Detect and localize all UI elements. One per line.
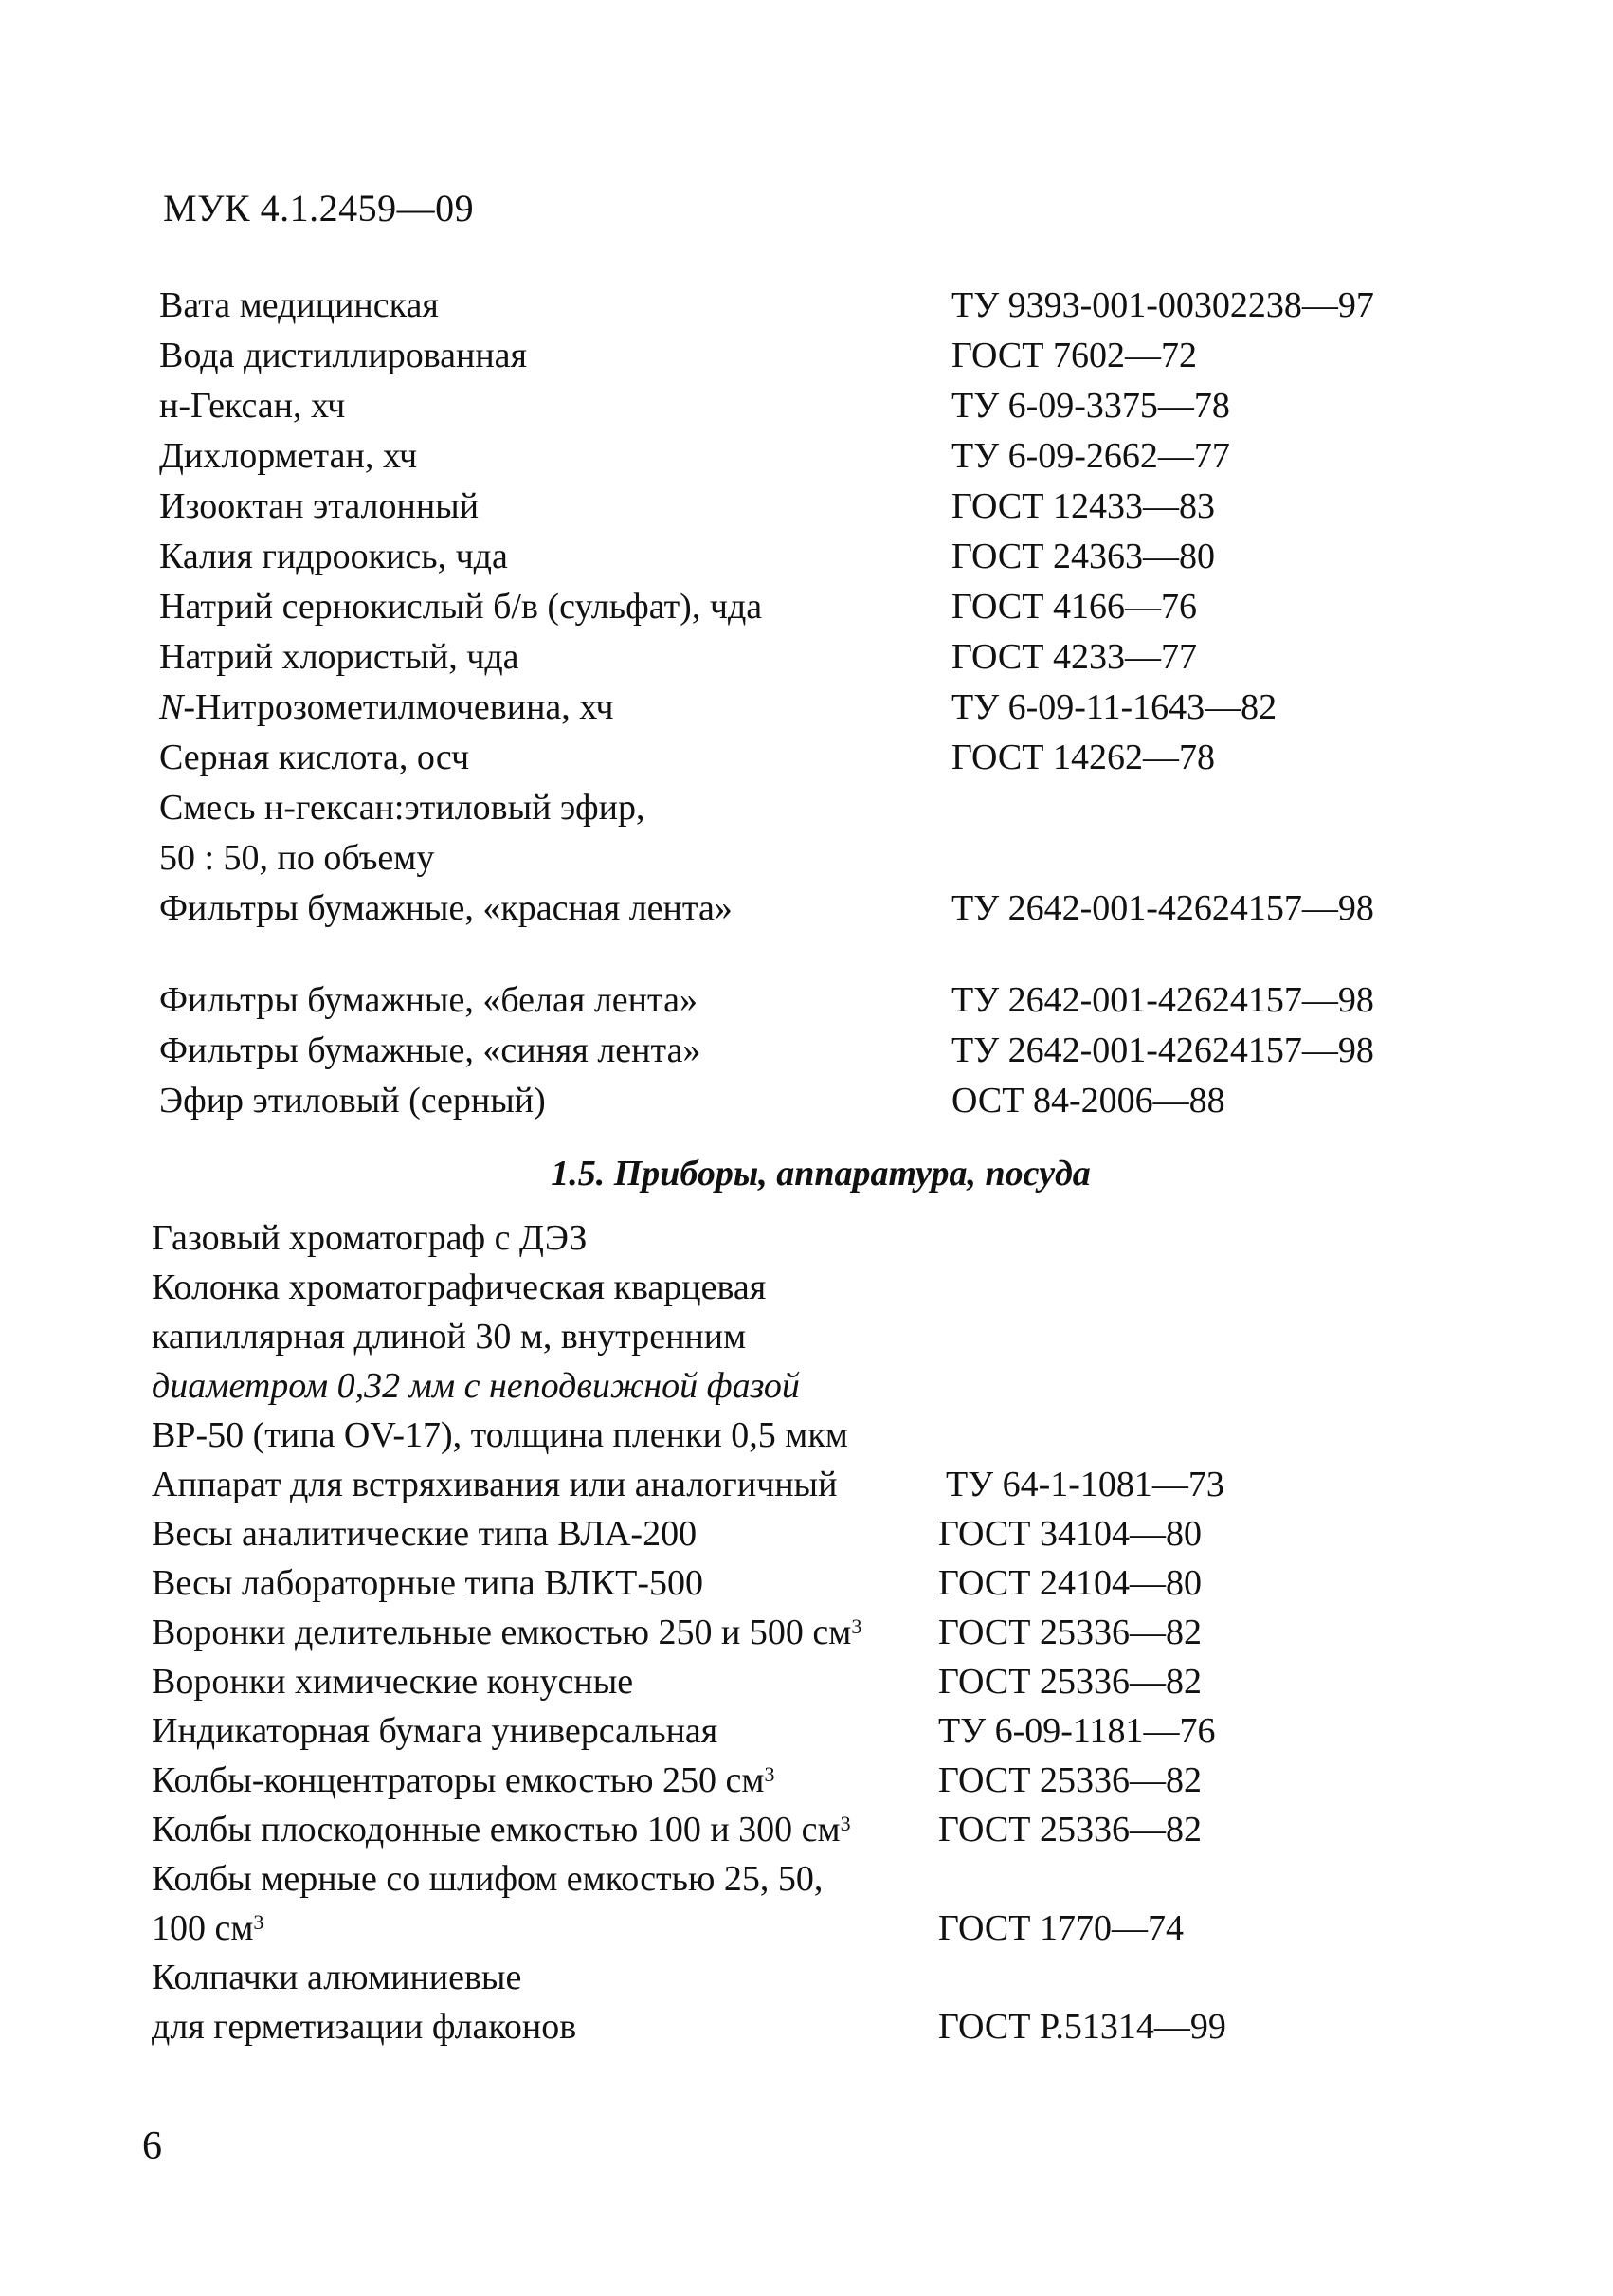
equipment-standard: ГОСТ 25336—82 [938,1613,1202,1652]
equipment-name: диаметром 0,32 мм с неподвижной фазой [152,1366,800,1406]
equipment-row [152,1657,1478,1706]
reagent-row [159,1026,1486,1076]
superscript: 3 [253,1910,264,1934]
reagent-name: Дихлорметан, хч [159,436,418,476]
reagent-standard: ГОСТ 4233—77 [951,637,1197,677]
page-number: 6 [142,2124,162,2168]
document-code-header: МУК 4.1.2459—09 [163,187,475,229]
reagent-name: Изооктан эталонный [159,486,480,526]
reagent-standard: ОСТ 84-2006—88 [951,1081,1225,1121]
equipment-row [152,1756,1478,1805]
equipment-name-text: Колбы-концентраторы емкостью 250 см [152,1760,765,1800]
reagent-standard: ТУ 2642-001-42624157—98 [951,888,1374,928]
reagent-name: Смесь н-гексан:этиловый эфир, [159,788,645,828]
equipment-name: Газовый хроматограф с ДЭЗ [152,1218,588,1258]
reagent-name: Вода дистиллированная [159,336,528,375]
equipment-standard: ГОСТ 1770—74 [938,1908,1184,1948]
equipment-name: Аппарат для встряхивания или аналогичный [152,1465,838,1504]
equipment-row [152,1558,1478,1608]
reagent-standard: ТУ 6-09-11-1643—82 [951,687,1278,727]
reagent-row [159,733,1486,783]
reagent-name: Фильтры бумажные, «красная лента» [159,888,733,928]
reagent-row [159,482,1486,532]
reagent-row [159,582,1486,632]
reagent-standard: ГОСТ 24363—80 [951,537,1215,576]
reagent-row [159,381,1486,431]
reagent-standard: ГОСТ 7602—72 [951,336,1197,375]
equipment-row [152,1460,1478,1509]
reagent-standard: ГОСТ 14262—78 [951,738,1215,777]
reagent-row [159,632,1486,683]
reagent-row [159,833,1486,884]
equipment-name: Колонка хроматографическая кварцевая [152,1267,767,1307]
equipment-standard: ГОСТ Р.51314—99 [938,2007,1226,2047]
reagent-name: н-Гексан, хч [159,386,346,426]
superscript: 3 [851,1614,862,1638]
equipment-name [152,1805,851,1854]
equipment-standard: ГОСТ 24104—80 [938,1563,1202,1603]
equipment-standard: ТУ 6-09-1181—76 [938,1711,1216,1751]
reagent-row [159,431,1486,482]
superscript: 3 [764,1762,775,1786]
equipment-name [152,1756,774,1805]
equipment-list [152,1213,1478,2051]
equipment-name: ВР-50 (типа OV-17), толщина пленки 0,5 мкм [152,1415,848,1455]
equipment-row [152,1312,1478,1361]
equipment-row [152,1263,1478,1312]
reagent-name: 50 : 50, по объему [159,838,435,878]
equipment-row [152,1361,1478,1411]
equipment-standard: ГОСТ 25336—82 [938,1810,1202,1850]
equipment-standard: ГОСТ 25336—82 [938,1760,1202,1800]
reagent-standard: ТУ 2642-001-42624157—98 [951,980,1374,1020]
equipment-row [152,2002,1478,2051]
reagent-standard: ТУ 6-09-3375—78 [951,386,1230,426]
reagent-standard: ТУ 2642-001-42624157—98 [951,1030,1374,1070]
equipment-name: Колпачки алюминиевые [152,1958,522,1997]
equipment-name: Индикаторная бумага универсальная [152,1711,718,1751]
reagent-standard: ГОСТ 12433—83 [951,486,1215,526]
equipment-name: Весы аналитические типа ВЛА-200 [152,1514,698,1554]
reagent-name-prefix: N [159,687,184,727]
equipment-name: Колбы мерные со шлифом емкостью 25, 50, [152,1859,824,1899]
reagent-row [159,884,1486,934]
reagent-standard: ТУ 6-09-2662—77 [951,436,1230,476]
equipment-row [152,1411,1478,1460]
equipment-row [152,1706,1478,1756]
equipment-name: для герметизации флаконов [152,2007,577,2047]
reagent-name: Эфир этиловый (серный) [159,1081,546,1121]
equipment-row [152,1805,1478,1854]
reagent-row [159,281,1486,331]
equipment-name: Воронки химические конусные [152,1662,634,1702]
reagent-name: Серная кислота, осч [159,738,470,777]
equipment-standard: ТУ 64-1-1081—73 [946,1465,1224,1504]
equipment-row [152,1213,1478,1263]
equipment-row [152,1953,1478,2002]
reagent-row [159,975,1486,1026]
reagent-name: Калия гидроокись, чда [159,537,508,576]
equipment-row [152,1509,1478,1558]
reagent-row [159,331,1486,381]
reagent-row [159,532,1486,582]
reagent-name: Фильтры бумажные, «синяя лента» [159,1030,701,1070]
superscript: 3 [840,1812,851,1835]
equipment-name: капиллярная длиной 30 м, внутренним [152,1317,747,1357]
equipment-row [152,1904,1478,1953]
equipment-name-text: 100 см [152,1908,254,1948]
equipment-row [152,1608,1478,1657]
reagent-name: Фильтры бумажные, «белая лента» [159,980,698,1020]
equipment-name [152,1904,263,1953]
reagent-standard: ТУ 9393-001-00302238—97 [951,285,1374,325]
equipment-standard: ГОСТ 25336—82 [938,1662,1202,1702]
equipment-name [152,1608,861,1657]
reagent-name-rest: -Нитрозометилмочевина, хч [183,687,614,727]
reagent-name: Вата медицинская [159,285,439,325]
reagent-name [159,683,614,733]
reagent-row [159,1076,1486,1126]
section-heading: 1.5. Приборы, аппаратура, посуда [551,1154,1091,1194]
equipment-standard: ГОСТ 34104—80 [938,1514,1202,1554]
equipment-row [152,1854,1478,1904]
equipment-name: Весы лабораторные типа ВЛКТ-500 [152,1563,703,1603]
equipment-name-text: Колбы плоскодонные емкостью 100 и 300 см [152,1810,841,1850]
reagent-row [159,683,1486,733]
reagent-row [159,783,1486,833]
equipment-name-text: Воронки делительные емкостью 250 и 500 см [152,1613,852,1652]
reagent-name: Натрий хлористый, чда [159,637,519,677]
reagents-list [159,281,1486,1126]
reagent-name: Натрий сернокислый б/в (сульфат), чда [159,587,763,627]
reagent-standard: ГОСТ 4166—76 [951,587,1197,627]
